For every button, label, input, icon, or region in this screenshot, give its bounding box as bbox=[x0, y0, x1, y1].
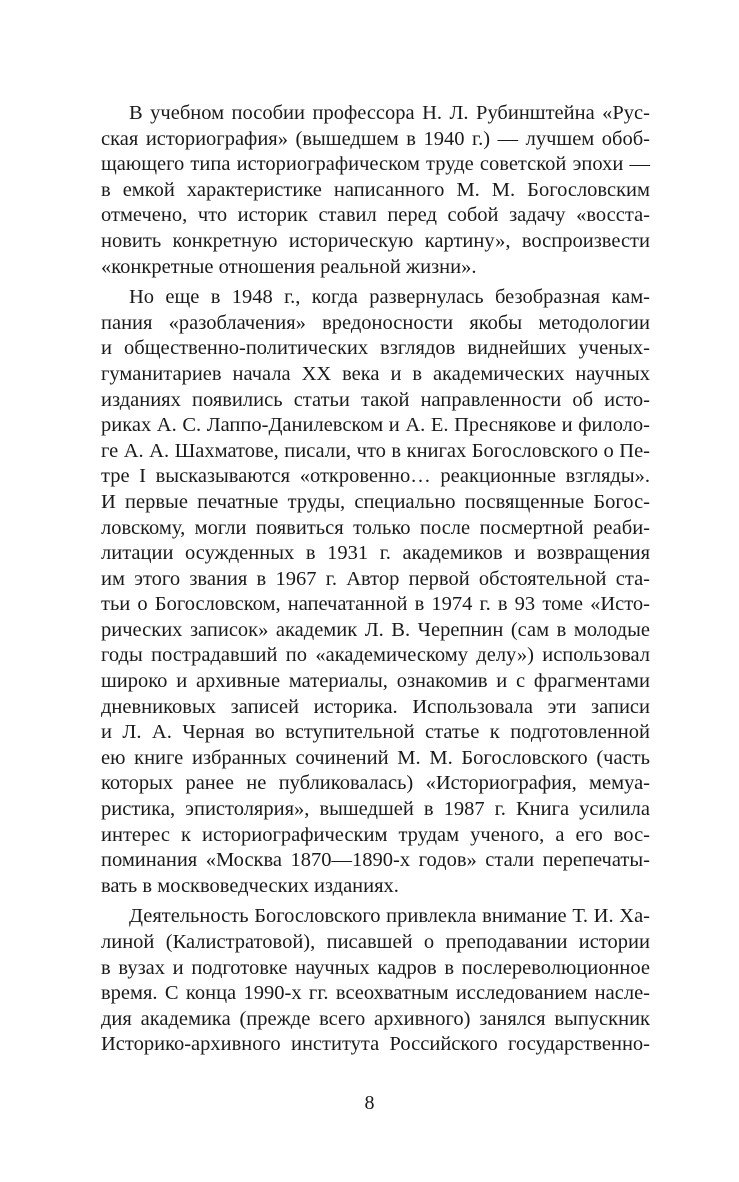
text-line: литации осужденных в 1931 г. академиков и возвращения bbox=[101, 542, 650, 565]
text-line: Деятельность Богословского привлекла внимание Т. И. Ха- bbox=[129, 905, 650, 928]
text-line: отмечено, что историк ставил перед собой задачу «восста- bbox=[101, 204, 650, 227]
paragraph-3 bbox=[101, 904, 650, 1058]
text-line: рических записок» академик Л. В. Черепнин (сам в молодые bbox=[101, 618, 650, 641]
text-line: которых ранее не публиковалась) «Историография, мемуа- bbox=[101, 772, 650, 795]
text-line: время. С конца 1990-х гг. всеохватным исследованием насле- bbox=[101, 982, 650, 1005]
text-line: дия академика (прежде всего архивного) занялся выпускник bbox=[101, 1007, 650, 1030]
text-line: щающего типа историографическом труде советской эпохи — bbox=[101, 153, 650, 176]
text-line: ская историография» (вышедшем в 1940 г.) — лучшем обоб- bbox=[101, 127, 650, 150]
text-line: ге А. А. Шахматове, писали, что в книгах Богословского о Пе- bbox=[101, 439, 650, 462]
text-line: пания «разоблачения» вредоносности якобы методологии bbox=[101, 311, 650, 334]
text-line: и Л. А. Черная во вступительной статье к подготовленной bbox=[101, 721, 650, 744]
text-line: тре I высказываются «откровенно… реакционные взгляды». bbox=[101, 465, 650, 488]
body-text bbox=[101, 101, 650, 1063]
paragraph-1 bbox=[101, 101, 650, 280]
text-line: риках А. С. Лаппо-Данилевском и А. Е. Преснякове и филоло- bbox=[101, 414, 650, 437]
text-line: тьи о Богословском, напечатанной в 1974 г. в 93 томе «Исто- bbox=[101, 593, 650, 616]
page-number: 8 bbox=[364, 1092, 375, 1114]
text-line: и общественно-политических взглядов виднейших ученых- bbox=[101, 337, 650, 360]
text-line: в емкой характеристике написанного М. М. Богословским bbox=[101, 178, 650, 201]
text-line: изданиях появились статьи такой направленности об исто- bbox=[101, 388, 650, 411]
text-line: гуманитариев начала XX века и в академических научных bbox=[101, 362, 650, 385]
text-line: ею книге избранных сочинений М. М. Богословского (часть bbox=[101, 746, 650, 769]
text-line: годы пострадавший по «академическому делу») использовал bbox=[101, 644, 650, 667]
text-line: «конкретные отношения реальной жизни». bbox=[101, 255, 477, 278]
text-line: им этого звания в 1967 г. Автор первой обстоятельной ста- bbox=[101, 567, 650, 590]
text-line: линой (Калистратовой), писавшей о преподавании истории bbox=[101, 931, 650, 953]
text-line: Историко-архивного института Российского государственно- bbox=[101, 1033, 650, 1056]
text-line: интерес к историографическим трудам ученого, а его вос- bbox=[101, 823, 650, 846]
text-line: в вузах и подготовке научных кадров в послереволюционное bbox=[101, 956, 650, 979]
text-line: ловскому, могли появиться только после посмертной реаби- bbox=[101, 516, 650, 539]
text-line: широко и архивные материалы, ознакомив и с фрагментами bbox=[101, 670, 650, 693]
text-line: дневниковых записей историка. Использовала эти записи bbox=[101, 695, 650, 718]
text-line: И первые печатные труды, специально посвященные Богос- bbox=[101, 490, 650, 513]
paragraph-2 bbox=[101, 285, 650, 899]
text-line: новить конкретную историческую картину», воспроизвести bbox=[101, 229, 650, 252]
text-line: Но еще в 1948 г., когда развернулась безобразная кам- bbox=[129, 286, 650, 309]
text-line: вать в москвоведческих изданиях. bbox=[101, 874, 399, 897]
text-line: ристика, эпистолярия», вышедшей в 1987 г. Книга усилила bbox=[101, 798, 650, 821]
text-line: поминания «Москва 1870—1890-х годов» стали перепечаты- bbox=[101, 849, 650, 872]
text-line: В учебном пособии профессора Н. Л. Рубинштейна «Рус- bbox=[129, 102, 650, 124]
